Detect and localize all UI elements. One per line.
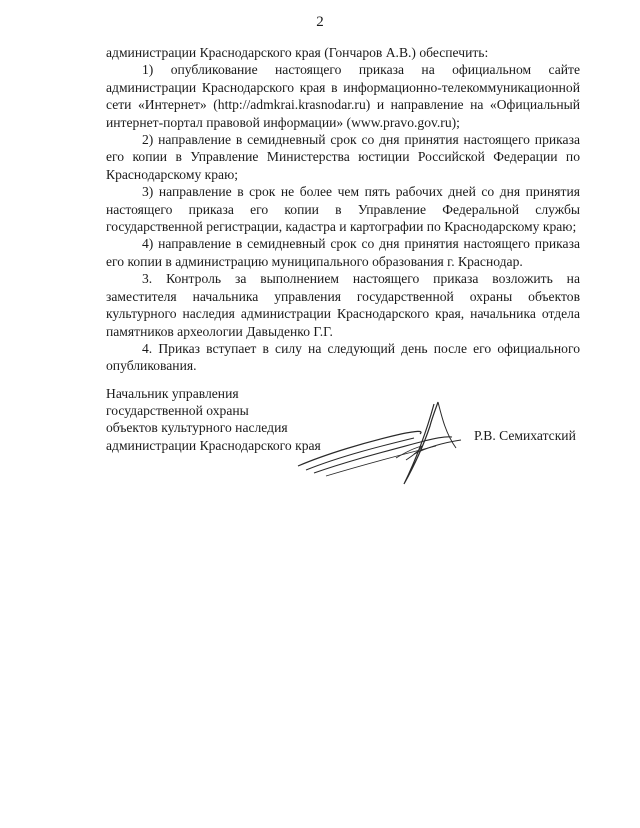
paragraph-item-4: 4) направление в семидневный срок со дня принятия настоящего приказа его копии в администрацию муниципального образования г. Краснодар. [106,236,580,269]
signatory-title-line: администрации Краснодарского края [106,437,321,453]
signatory-title-line: объектов культурного наследия [106,420,288,436]
handwritten-signature [296,396,471,490]
signatory-title-line: Начальник управления [106,386,239,401]
paragraph-intro: администрации Краснодарского края (Гончаров А.В.) обеспечить: [106,45,489,60]
signatory-title-line: государственной охраны [106,403,249,419]
paragraph-effective: 4. Приказ вступает в силу на следующий день после его официального опубликования. [106,340,580,374]
signatory-name: Р.В. Семихатский [474,428,576,443]
page-number: 2 [316,14,324,30]
paragraph-item-3: 3) направление в срок не более чем пять рабочих дней со дня принятия настоящего приказа его копии в Управление Федеральной службы государственной регистрации, кадастра и картографии по Краснодарскому краю; [106,184,580,235]
signatory-title [106,385,321,454]
document-body [106,44,580,375]
paragraph-control: 3. Контроль за выполнением настоящего приказа возложить на заместителя начальника управления государственной охраны объектов культурного наследия администрации Краснодарского края, начальника отдела памятников археологии Давыденко Г.Г. [106,271,580,339]
paragraph-item-2: 2) направление в семидневный срок со дня принятия настоящего приказа его копии в Управление Министерства юстиции Российской Федерации по Краснодарскому краю; [106,132,580,182]
paragraph-item-1: 1) опубликование настоящего приказа на официальном сайте администрации Краснодарского края в информационно-телекоммуникационной сети «Интернет» (http://admkrai.krasnodar.ru) и направление на «Официальный интернет-портал правовой информации» (www.pravo.gov.ru); [106,62,580,130]
